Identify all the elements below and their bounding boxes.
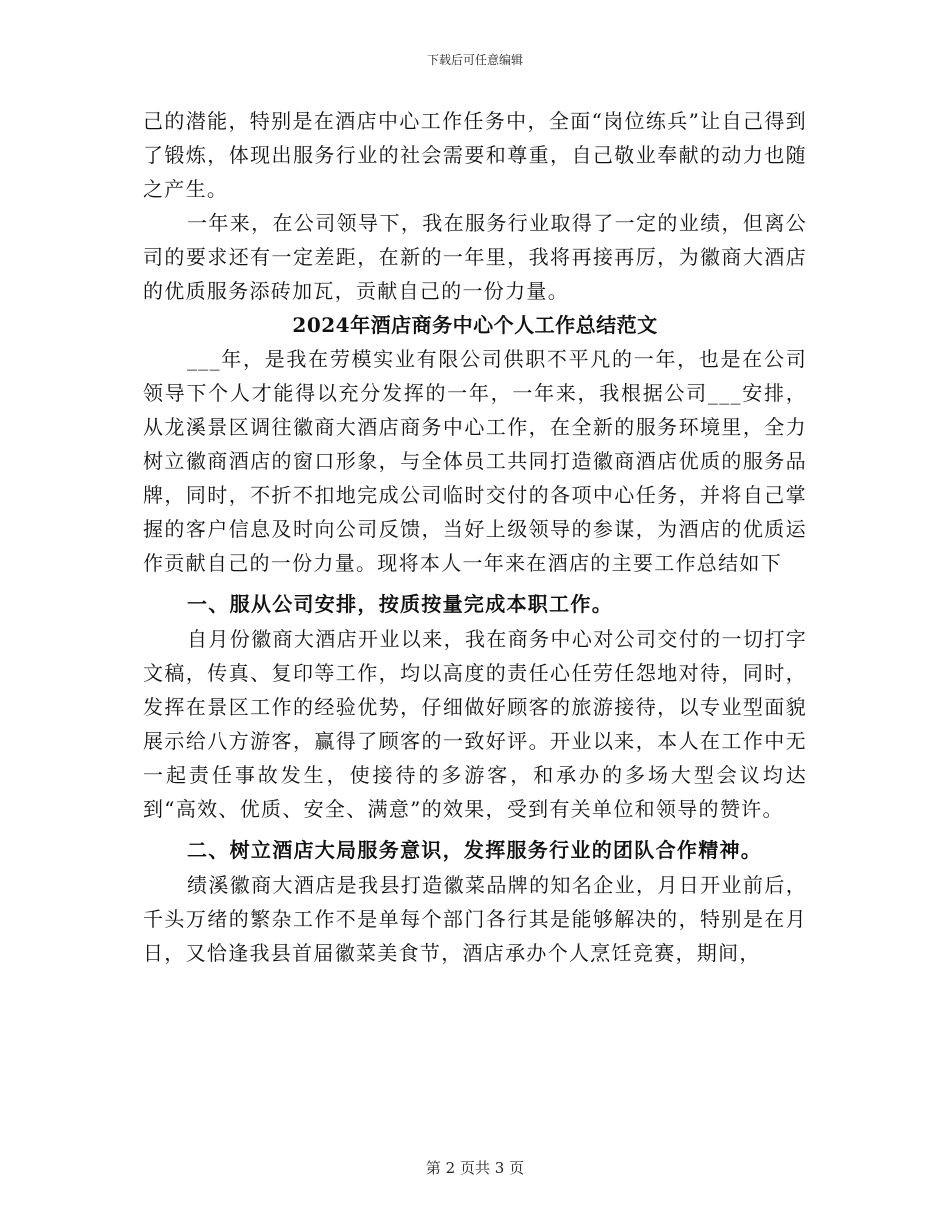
paragraph-section-2: 绩溪徽商大酒店是我县打造徽菜品牌的知名企业，月日开业前后，千头万绪的繁杂工作不是单每个部门各行其是能够解决的，特别是在月日，又恰逢我县首届徽菜美食节，酒店承办个人烹饪竞赛，期间， bbox=[143, 873, 807, 965]
paragraph-section-1: 自月份徽商大酒店开业以来，我在商务中心对公司交付的一切打字文稿，传真、复印等工作，均以高度的责任心任劳任怨地对待，同时，发挥在景区工作的经验优势，仔细做好顾客的旅游接待，以专业型面貌展示给八方游客，赢得了顾客的一致好评。开业以来，本人在工作中无一起责任事故发生，使接待的多游客，和承办的多场大型会议均达到“高效、优质、安全、满意”的效果，受到有关单位和领导的赞许。 bbox=[143, 627, 807, 821]
section-heading-2: 二、树立酒店大局服务意识，发挥服务行业的团队合作精神。 bbox=[187, 838, 763, 862]
page-header-note: 下载后可任意编辑 bbox=[426, 53, 523, 67]
paragraph-intro: ___年，是我在劳模实业有限公司供职不平凡的一年，也是在公司领导下个人才能得以充分发挥的一年，一年来，我根据公司___安排，从龙溪景区调往徽商大酒店商务中心工作，在全新的服务环境里，全力树立徽商酒店的窗口形象，与全体员工共同打造徽商酒店优质的服务品牌，同时，不折不扣地完成公司临时交付的各项中心任务，并将自己掌握的客户信息及时向公司反馈，当好上级领导的参谋，为酒店的优质运作贡献自己的一份力量。现将本人一年来在酒店的主要工作总结如下 bbox=[143, 347, 807, 575]
section-heading-1: 一、服从公司安排，按质按量完成本职工作。 bbox=[187, 592, 613, 616]
page-number: 第 2 页共 3 页 bbox=[425, 1159, 525, 1177]
document-title: 2024年酒店商务中心个人工作总结范文 bbox=[292, 313, 658, 337]
document-body bbox=[143, 104, 807, 970]
paragraph-year-summary: 一年来，在公司领导下，我在服务行业取得了一定的业绩，但离公司的要求还有一定差距，在新的一年里，我将再接再厉，为徽商大酒店的优质服务添砖加瓦，贡献自己的一份力量。 bbox=[143, 211, 807, 303]
paragraph-continued: 己的潜能，特别是在酒店中心工作任务中，全面“岗位练兵”让自己得到了锻炼，体现出服务行业的社会需要和尊重，自己敬业奉献的动力也随之产生。 bbox=[143, 109, 807, 201]
